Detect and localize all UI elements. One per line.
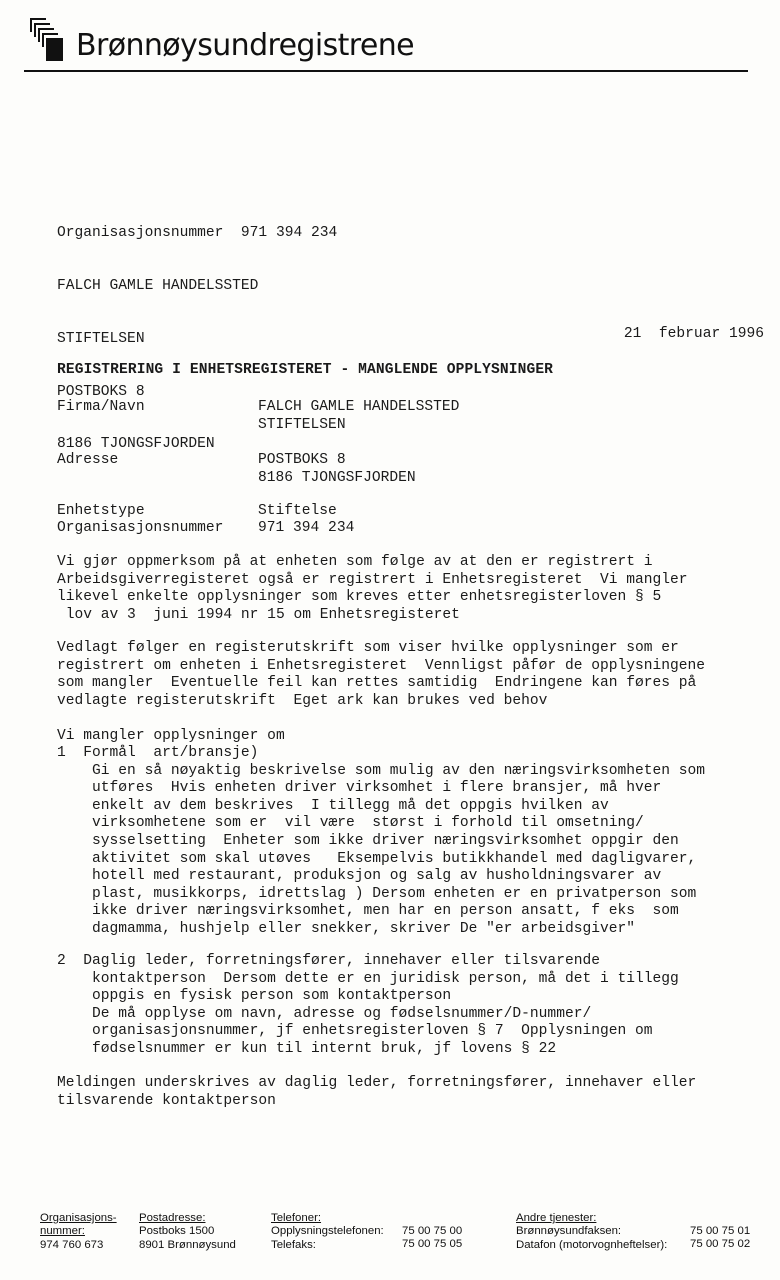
footer-phone-numbers: 75 00 75 00 75 00 75 05	[402, 1225, 463, 1251]
footer-phone-header: Telefoner:	[271, 1212, 322, 1224]
missing-info-intro: Vi mangler opplysninger om	[57, 728, 285, 744]
footer-services-header: Andre tjenester:	[516, 1212, 597, 1224]
letterhead	[26, 12, 752, 74]
footer-phone-labels: Opplysningstelefonen: Telefaks:	[271, 1225, 384, 1251]
footer-post-header: Postadresse:	[139, 1212, 206, 1224]
recipient-line: POSTBOKS 8	[57, 383, 145, 400]
firma-label: Firma/Navn	[57, 399, 145, 415]
footer-org-column	[40, 1212, 117, 1252]
letter-subject: REGISTRERING I ENHETSREGISTERET - MANGLENDE OPPLYSNINGER	[57, 362, 554, 378]
footer-services-numbers: 75 00 75 01 75 00 75 02	[690, 1225, 751, 1251]
closing-paragraph: Meldingen underskrives av daglig leder, forretningsfører, innehaver eller tilsvarende kontaktperson	[57, 1075, 697, 1109]
footer-services-labels: Brønnøysundfaksen: Datafon (motorvognheftelser):	[516, 1225, 668, 1251]
firma-value: FALCH GAMLE HANDELSSTED STIFTELSEN	[258, 399, 460, 433]
brand-name: Brønnøysundregistrene	[76, 28, 415, 63]
enhetstype-value: Stiftelse	[258, 503, 337, 519]
recipient-line: Organisasjonsnummer 971 394 234	[57, 225, 338, 242]
footer-post-column	[139, 1212, 236, 1252]
footer-org-header: Organisasjons- nummer:	[40, 1212, 117, 1238]
missing-item-1: 1 Formål art/bransje) Gi en så nøyaktig beskrivelse som mulig av den næringsvirksomheten som utføres Hvis enheten driver virksomhet i flere bransjer, må hver enkelt av dem beskrives I tillegg må det oppgis hvilken av virksomhetene som er vil være størst i forhold til omsetning/ sysselsetting Enheter som ikke driver næringsvirksomhet oppgir den aktivitet som skal utøves Eksempelvis butikkhandel med dagligvarer, hotell med restaurant, produksjon og salg av husholdningsvarer av plast, musikkorps, idrettslag ) Dersom enheten er en privatperson som ikke driver næringsvirksomhet, men har en person ansatt, f eks som dagmamma, hushjelp eller snekker, skriver De "er arbeidsgiver"	[57, 745, 706, 937]
adresse-value: POSTBOKS 8 8186 TJONGSFJORDEN	[258, 452, 416, 486]
missing-item-2: 2 Daglig leder, forretningsfører, innehaver eller tilsvarende kontaktperson Dersom dette er en juridisk person, må det i tillegg oppgis en fysisk person som kontaktperson De må opplyse om navn, adresse og fødselsnummer/D-nummer/ organisasjonsnummer, jf enhetsregisterloven § 7 Opplysningen om fødselsnummer er kun til internt bruk, jf lovens § 22	[57, 953, 679, 1057]
brreg-logo-icon	[28, 16, 64, 64]
paragraph-notice: Vi gjør oppmerksom på at enheten som følge av at den er registrert i Arbeidsgiverregisteret også er registrert i Enhetsregisteret Vi mangler likevel enkelte opplysninger som kreves etter enhetsregisterloven § 5 lov av 3 juni 1994 nr 15 om Enhetsregisteret	[57, 554, 688, 623]
footer-org-number: 974 760 673	[40, 1238, 104, 1251]
letter-date: 21 februar 1996	[623, 326, 764, 342]
recipient-line: 8186 TJONGSFJORDEN	[57, 436, 215, 453]
footer-phone-column	[271, 1212, 384, 1252]
footer-services-column	[516, 1212, 667, 1252]
enhetstype-label: Enhetstype	[57, 503, 145, 519]
orgnr-value: 971 394 234	[258, 520, 355, 536]
paragraph-attachment: Vedlagt følger en registerutskrift som viser hvilke opplysninger som er registrert om enheten i Enhetsregisteret Vennligst påfør de opplysningene som mangler Eventuelle feil kan rettes samtidig Endringene kan føres på vedlagte registerutskrift Eget ark kan brukes ved behov	[57, 640, 706, 709]
adresse-label: Adresse	[57, 452, 119, 468]
footer-post-address: Postboks 1500 8901 Brønnøysund	[139, 1225, 236, 1251]
orgnr-label: Organisasjonsnummer	[57, 520, 224, 536]
recipient-line: STIFTELSEN	[57, 330, 145, 347]
footer	[0, 1206, 780, 1276]
recipient-line: FALCH GAMLE HANDELSSTED	[57, 277, 259, 294]
header-divider	[24, 70, 748, 72]
